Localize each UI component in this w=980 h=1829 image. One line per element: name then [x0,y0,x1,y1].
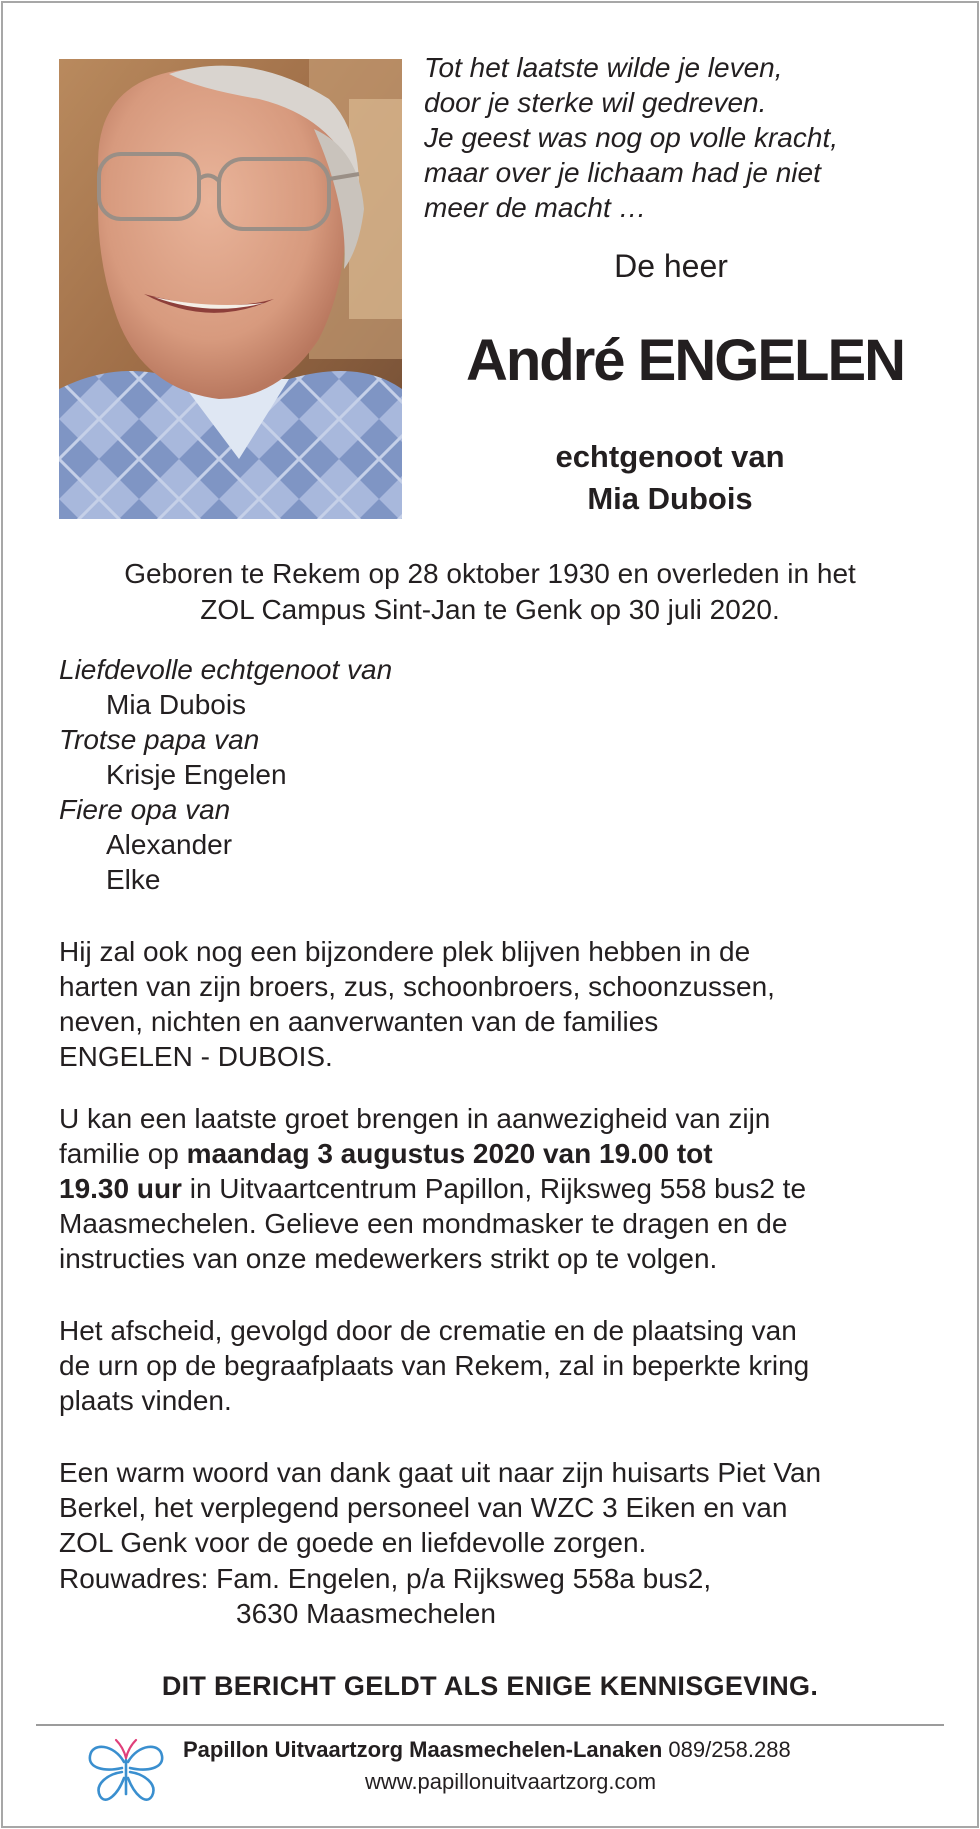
address-line: 3630 Maasmechelen [236,1598,496,1629]
portrait-photo [59,59,402,519]
paragraph-line: U kan een laatste groet brengen in aanwezigheid van zijn [59,1103,771,1134]
family-role: Trotse papa van [59,724,260,755]
deceased-name: André ENGELEN [465,328,905,393]
poem-line: maar over je lichaam had je niet [424,157,821,188]
paragraph-relatives [59,934,939,1074]
paragraph-line: Het afscheid, gevolgd door de crematie en de plaatsing van [59,1315,797,1346]
birth-death-info [59,556,921,628]
paragraph-line: ENGELEN - DUBOIS. [59,1041,333,1072]
funeral-home-website[interactable]: www.papillonuitvaartzorg.com [365,1769,657,1794]
poem-line: Tot het laatste wilde je leven, [424,52,783,83]
paragraph-line: Hij zal ook nog een bijzondere plek blijven hebben in de [59,936,751,967]
paragraph-line: instructies van onze medewerkers strikt op te volgen. [59,1243,718,1274]
mourning-address [59,1561,711,1631]
paragraph-line: de urn op de begraafplaats van Rekem, zal in beperkte kring [59,1350,810,1381]
paragraph-visitation [59,1101,939,1276]
visitation-time: 19.30 uur [59,1173,182,1204]
footer-divider [36,1724,944,1726]
visitation-date: maandag 3 augustus 2020 van 19.00 tot [186,1138,713,1169]
paragraph-line: Een warm woord van dank gaat uit naar zijn huisarts Piet Van [59,1457,822,1488]
funeral-home-phone: 089/258.288 [662,1737,791,1762]
honorific-title: De heer [614,248,728,284]
spouse-name: Mia Dubois [587,481,753,516]
family-member: Krisje Engelen [106,759,287,790]
spouse-label: echtgenoot van [555,439,785,474]
butterfly-logo-icon [86,1732,166,1808]
family-member: Alexander [106,829,233,860]
notice-statement: DIT BERICHT GELDT ALS ENIGE KENNISGEVING. [161,1671,819,1701]
family-member: Mia Dubois [106,689,247,720]
paragraph-line [59,1136,939,1171]
text-run: in Uitvaartcentrum Papillon, Rijksweg 558 bus2 te [181,1173,807,1204]
paragraph-line: harten van zijn broers, zus, schoonbroers, schoonzussen, [59,971,775,1002]
paragraph-line: Berkel, het verplegend personeel van WZC 3 Eiken en van [59,1492,788,1523]
poem-line: door je sterke wil gedreven. [424,87,767,118]
address-line: Rouwadres: Fam. Engelen, p/a Rijksweg 558a bus2, [59,1563,712,1594]
birth-line: Geboren te Rekem op 28 oktober 1930 en overleden in het [124,558,856,589]
family-role: Liefdevolle echtgenoot van [59,654,393,685]
spouse-block [470,436,870,520]
paragraph-line: Maasmechelen. Gelieve een mondmasker te dragen en de [59,1208,788,1239]
family-member: Elke [106,864,161,895]
paragraph-line: ZOL Genk voor de goede en liefdevolle zorgen. [59,1527,647,1558]
funeral-home-line [183,1737,791,1763]
funeral-home-name: Papillon Uitvaartzorg Maasmechelen-Lanaken [183,1737,663,1762]
paragraph-thanks [59,1455,939,1560]
birth-line: ZOL Campus Sint-Jan te Genk op 30 juli 2020. [200,594,780,625]
paragraph-farewell [59,1313,939,1418]
family-role: Fiere opa van [59,794,231,825]
poem-line: Je geest was nog op volle kracht, [424,122,839,153]
memorial-poem [424,50,944,225]
family-list [59,652,392,897]
poem-line: meer de macht … [424,192,647,223]
text-run: familie op [59,1138,187,1169]
paragraph-line: neven, nichten en aanverwanten van de families [59,1006,659,1037]
paragraph-line: plaats vinden. [59,1385,232,1416]
paragraph-line [59,1171,939,1206]
